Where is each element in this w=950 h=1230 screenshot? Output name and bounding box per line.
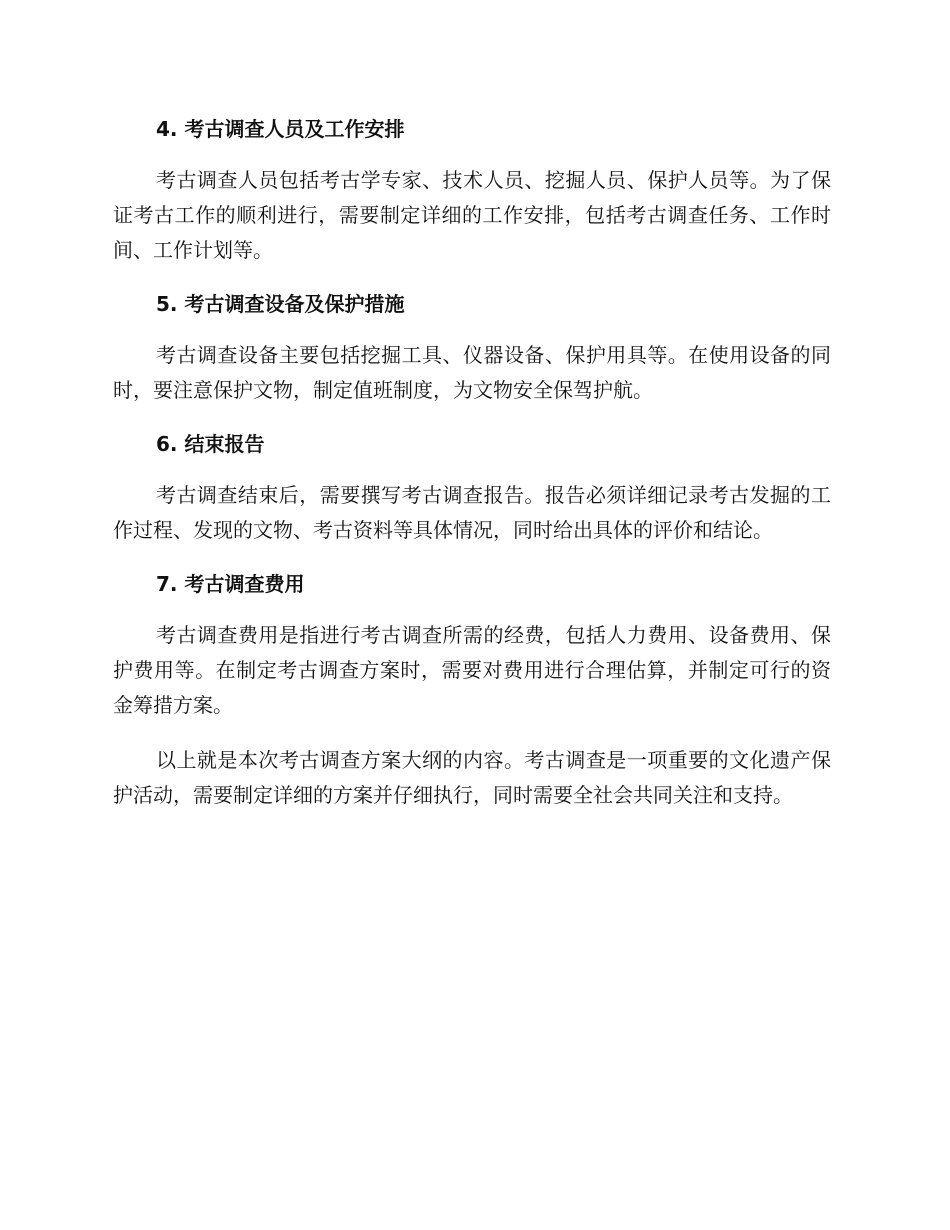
section-heading-7: 7. 考古调查费用 (156, 572, 305, 596)
document-body (113, 113, 831, 833)
section-heading-6: 6. 结束报告 (156, 432, 265, 456)
conclusion-paragraph: 以上就是本次考古调查方案大纲的内容。考古调查是一项重要的文化遗产保护活动，需要制定详细的方案并仔细执行，同时需要全社会共同关注和支持。 (113, 748, 831, 807)
section-paragraph-6: 考古调查结束后，需要撰写考古调查报告。报告必须详细记录考古发掘的工作过程、发现的文物、考古资料等具体情况，同时给出具体的评价和结论。 (113, 483, 831, 542)
section-paragraph-4: 考古调查人员包括考古学专家、技术人员、挖掘人员、保护人员等。为了保证考古工作的顺利进行，需要制定详细的工作安排，包括考古调查任务、工作时间、工作计划等。 (113, 168, 831, 262)
section-paragraph-7: 考古调查费用是指进行考古调查所需的经费，包括人力费用、设备费用、保护费用等。在制定考古调查方案时，需要对费用进行合理估算，并制定可行的资金筹措方案。 (113, 623, 831, 717)
section-paragraph-5: 考古调查设备主要包括挖掘工具、仪器设备、保护用具等。在使用设备的同时，要注意保护文物，制定值班制度，为文物安全保驾护航。 (113, 343, 831, 402)
section-heading-5: 5. 考古调查设备及保护措施 (156, 292, 405, 316)
section-heading-4: 4. 考古调查人员及工作安排 (156, 117, 405, 141)
